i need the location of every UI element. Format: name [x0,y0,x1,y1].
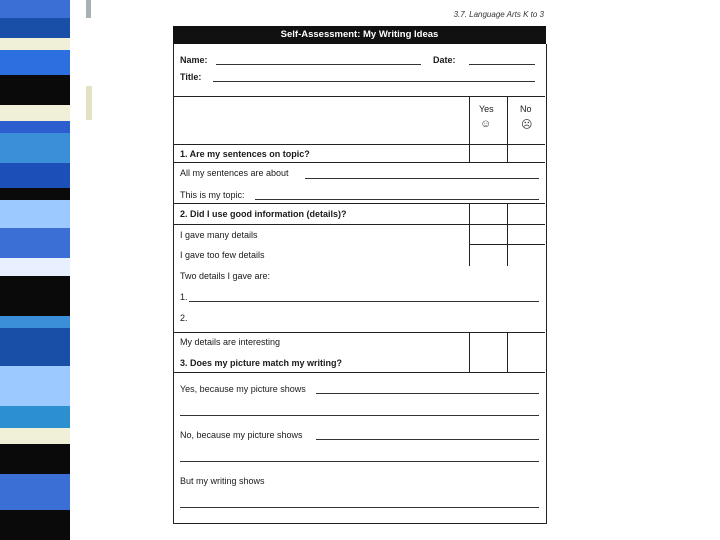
name-label: Name: [180,55,208,65]
yes-column-divider [469,96,470,162]
q2-option-many-details: I gave many details [180,230,258,240]
row-divider [173,372,545,373]
no-column-header: No [520,104,532,114]
accent-bar-mid [86,86,92,120]
q3-but-line [180,507,539,508]
worksheet-frame [173,44,547,524]
question-2: 2. Did I use good information (details)? [180,209,347,219]
q3-prompt-yes: Yes, because my picture shows [180,384,306,394]
question-1: 1. Are my sentences on topic? [180,149,310,159]
q1-prompt-topic-sentences: All my sentences are about [180,168,289,178]
date-line [469,64,535,65]
worksheet-title: Self-Assessment: My Writing Ideas [173,26,546,44]
no-column-divider [507,96,508,162]
row-divider [469,244,545,245]
title-label: Title: [180,72,202,82]
q3-yes-line-2 [180,415,539,416]
q1-prompt-my-topic: This is my topic: [180,190,245,200]
q3-no-line-1 [316,439,539,440]
row-divider [173,332,545,333]
q3-no-line-2 [180,461,539,462]
yes-column-header: Yes [479,104,494,114]
q2-detail-1: 1. [180,292,188,302]
title-line [213,81,535,82]
sheet-reference: 3.7. Language Arts K to 3 [453,10,544,19]
q3-prompt-but: But my writing shows [180,476,265,486]
name-line [216,64,421,65]
q2-detail-1-line [189,301,539,302]
q1-answer-line-1 [305,178,539,179]
no-column-divider [507,332,508,372]
row-divider [173,224,545,225]
q2-option-interesting: My details are interesting [180,337,281,347]
self-assessment-worksheet [173,0,546,524]
decorative-stripe [0,0,70,540]
q1-answer-line-2 [255,199,539,200]
q3-prompt-no: No, because my picture shows [180,430,303,440]
smiley-face-icon: ☺ [480,118,492,130]
date-label: Date: [433,55,456,65]
sad-face-icon: ☹ [521,119,533,131]
no-column-divider [507,203,508,266]
q2-detail-2: 2. [180,313,188,323]
q2-option-few-details: I gave too few details [180,250,265,260]
yes-column-divider [469,332,470,372]
question-3: 3. Does my picture match my writing? [180,358,343,368]
row-divider [173,144,545,145]
row-divider [173,96,545,97]
accent-bar-top [86,0,91,18]
yes-column-divider [469,203,470,266]
row-divider [173,203,545,204]
row-divider [173,162,545,163]
q3-yes-line-1 [316,393,539,394]
q2-prompt-two-details: Two details I gave are: [180,271,271,281]
